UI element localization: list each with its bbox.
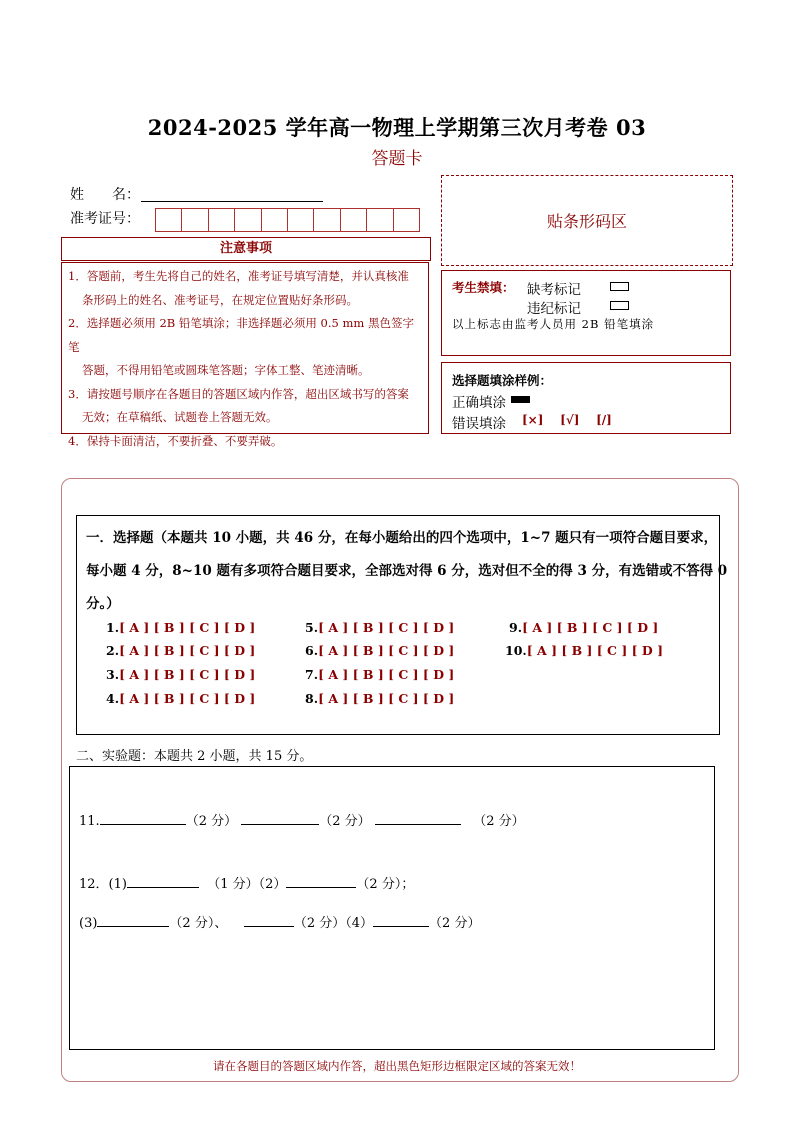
choice-row-5[interactable]	[305, 620, 454, 635]
question-number: 2.	[106, 643, 120, 658]
choice-row-7[interactable]	[305, 667, 454, 682]
name-field[interactable]	[141, 200, 323, 202]
choice-row-10[interactable]	[505, 643, 663, 658]
name-label: 姓 名：	[70, 187, 140, 203]
fill-sample-title: 选择题填涂样例：	[452, 373, 553, 388]
page-subtitle: 答题卡	[371, 149, 423, 169]
notice-item: 3．请按题号顺序在各题目的答题区域内作答，超出区域书写的答案	[68, 386, 409, 401]
id-cell[interactable]	[393, 208, 420, 232]
question-12-line2	[79, 912, 480, 931]
id-cell[interactable]	[181, 208, 207, 232]
answer-blank[interactable]	[241, 823, 319, 825]
score: （2 分）	[429, 916, 481, 931]
choice-row-8[interactable]	[305, 691, 454, 706]
question-number: 10.	[505, 643, 527, 658]
choice-options[interactable]: [ A ] [ B ] [ C ] [ D ]	[318, 643, 455, 658]
choice-options[interactable]: [ A ] [ B ] [ C ] [ D ]	[119, 667, 256, 682]
id-cell[interactable]	[208, 208, 234, 232]
violation-mark-box[interactable]	[610, 301, 629, 310]
notice-item: 4．保持卡面清洁，不要折叠、不要弄破。	[68, 433, 283, 448]
choice-row-4[interactable]	[106, 691, 255, 706]
score: （2 分）	[293, 916, 346, 931]
id-label: 准考证号：	[70, 211, 140, 227]
question-number: 3.	[106, 667, 120, 682]
experiment-section-box	[69, 766, 715, 1050]
instruction-line: 一．选择题（本题共 10 小题，共 46 分，在每小题给出的四个选项中，1~7 题只有一项符合题目要求，	[86, 530, 718, 546]
question-number: 11.	[79, 814, 100, 829]
exam-id-boxes[interactable]	[155, 208, 420, 232]
answer-blank[interactable]	[375, 823, 461, 825]
barcode-area	[441, 175, 733, 266]
question-number: 4.	[106, 691, 120, 706]
question-number: 12．(1)	[79, 877, 127, 892]
choice-options[interactable]: [ A ] [ B ] [ C ] [ D ]	[119, 620, 256, 635]
answer-blank[interactable]	[373, 925, 429, 927]
choice-row-3[interactable]	[106, 667, 255, 682]
wrong-mark: [×]	[522, 413, 544, 427]
part-label: （4）	[345, 916, 374, 931]
correct-fill-sample	[511, 396, 530, 403]
footer-warning: 请在各题目的答题区域内作答，超出黑色矩形边框限定区域的答案无效！	[213, 1059, 581, 1073]
question-number: 7.	[305, 667, 319, 682]
absent-mark-label: 缺考标记	[527, 282, 581, 298]
score: （2 分）	[473, 814, 525, 829]
wrong-fill-label: 错误填涂	[452, 416, 506, 432]
part-label: （2）	[258, 877, 287, 892]
question-number: 8.	[305, 691, 319, 706]
score: （2 分）	[185, 814, 238, 829]
question-number: 1.	[106, 620, 120, 635]
notice-item: 条形码上的姓名、准考证号，在规定位置贴好条形码。	[82, 292, 358, 307]
choice-row-6[interactable]	[305, 643, 454, 658]
notice-item: 2．选择题必须用 2B 铅笔填涂；非选择题必须用 0.5 mm 黑色签字笔	[68, 316, 414, 354]
exam-mark-title: 考生禁填：	[452, 280, 515, 295]
experiment-section-title: 二、实验题：本题共 2 小题，共 15 分。	[76, 749, 313, 764]
answer-blank[interactable]	[244, 925, 294, 927]
wrong-fill-marks	[522, 413, 612, 427]
id-cell[interactable]	[155, 208, 181, 232]
id-cell[interactable]	[234, 208, 260, 232]
barcode-label: 贴条形码区	[546, 212, 627, 231]
id-cell[interactable]	[340, 208, 366, 232]
id-cell[interactable]	[261, 208, 287, 232]
choice-options[interactable]: [ A ] [ B ] [ C ] [ D ]	[119, 691, 256, 706]
answer-blank[interactable]	[286, 886, 356, 888]
id-cell[interactable]	[313, 208, 339, 232]
absent-mark-box[interactable]	[610, 282, 629, 291]
notice-heading: 注意事项	[61, 237, 431, 261]
answer-blank[interactable]	[127, 886, 199, 888]
choice-options[interactable]: [ A ] [ B ] [ C ] [ D ]	[522, 620, 659, 635]
id-cell[interactable]	[287, 208, 313, 232]
violation-mark-label: 违纪标记	[527, 301, 581, 317]
id-cell[interactable]	[366, 208, 392, 232]
choice-options[interactable]: [ A ] [ B ] [ C ] [ D ]	[119, 643, 256, 658]
exam-mark-note: 以上标志由监考人员用 2B 铅笔填涂	[452, 317, 655, 331]
choice-row-1[interactable]	[106, 620, 255, 635]
notice-item: 无效；在草稿纸、试题卷上答题无效。	[82, 410, 278, 424]
question-11	[79, 810, 525, 829]
question-number: 9.	[509, 620, 523, 635]
question-number: 6.	[305, 643, 319, 658]
notice-item: 答题，不得用铅笔或圆珠笔答题；字体工整、笔迹清晰。	[82, 363, 370, 377]
instruction-line: 每小题 4 分，8~10 题有多项符合题目要求，全部选对得 6 分，选对但不全的得 3 分，有选错或不答得 0	[86, 563, 728, 579]
choice-options[interactable]: [ A ] [ B ] [ C ] [ D ]	[318, 620, 455, 635]
score: （2 分）；	[356, 877, 415, 892]
question-12-line1	[79, 873, 414, 892]
score: （1 分）	[207, 877, 259, 892]
notice-item: 1．答题前，考生先将自己的姓名，准考证号填写清楚，并认真核准	[68, 269, 409, 283]
correct-fill-label: 正确填涂	[452, 395, 506, 411]
choice-options[interactable]: [ A ] [ B ] [ C ] [ D ]	[318, 667, 455, 682]
score: （2 分）	[319, 814, 371, 829]
instruction-line: 分。）	[86, 596, 120, 612]
wrong-mark: [√]	[560, 413, 580, 427]
choice-section-instructions	[86, 522, 728, 621]
question-number: 5.	[305, 620, 319, 635]
choice-options[interactable]: [ A ] [ B ] [ C ] [ D ]	[318, 691, 455, 706]
choice-row-2[interactable]	[106, 643, 255, 658]
notice-box	[61, 262, 429, 448]
choice-row-9[interactable]	[509, 620, 658, 635]
answer-blank[interactable]	[97, 925, 169, 927]
score: （2 分）、	[169, 916, 228, 931]
wrong-mark: [/]	[596, 413, 612, 427]
choice-options[interactable]: [ A ] [ B ] [ C ] [ D ]	[526, 643, 663, 658]
answer-blank[interactable]	[100, 823, 186, 825]
part-label: (3)	[79, 916, 98, 931]
page-title: 2024-2025 学年高一物理上学期第三次月考卷 03	[147, 115, 647, 140]
